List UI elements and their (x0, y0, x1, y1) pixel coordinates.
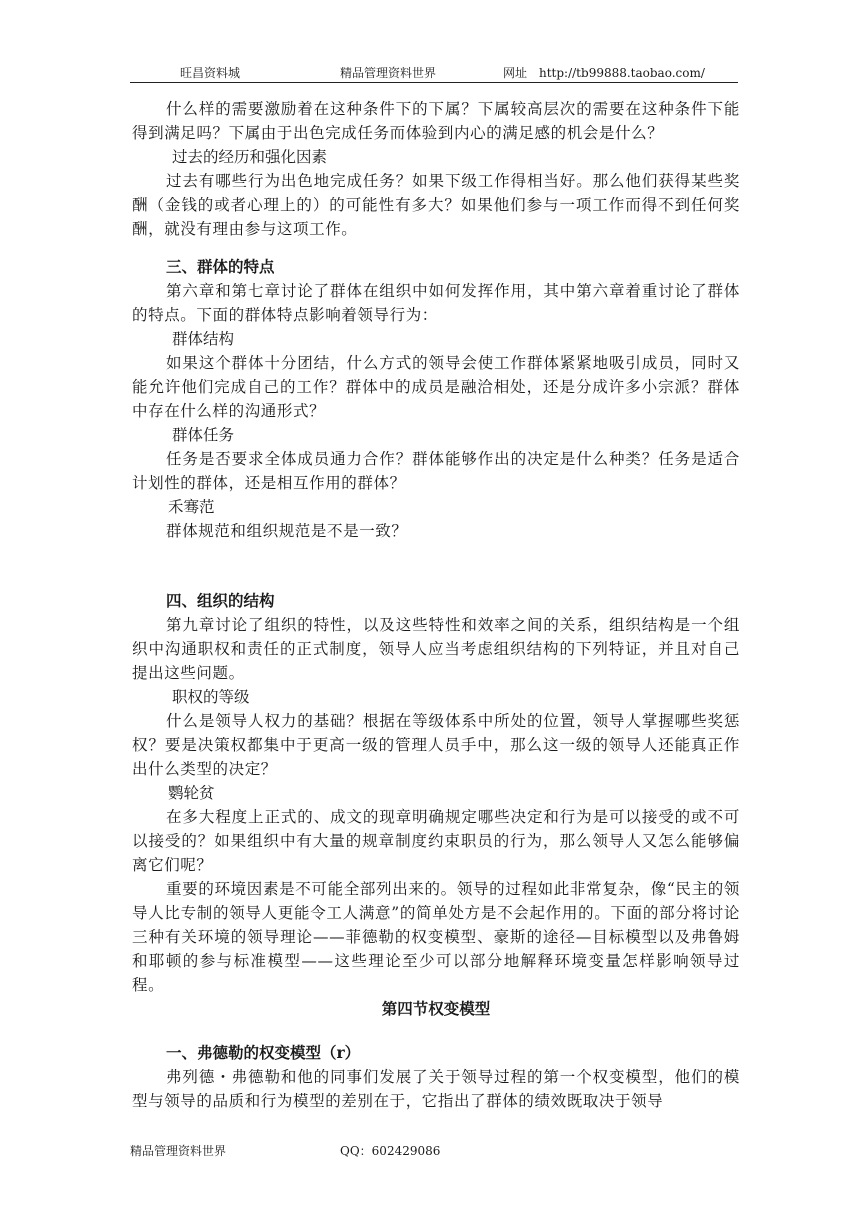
section-heading: 一、弗德勒的权变模型（r） (166, 1043, 361, 1062)
header-site-name: 旺昌资料城 (180, 66, 241, 80)
spacer (132, 241, 740, 255)
paragraph: 如果这个群体十分团结，什么方式的领导会使工作群体紧紧地吸引成员，同时又能允许他们完成自己的工作？群体中的成员是融洽相处，还是分成许多小宗派？群体中存在什么样的沟通形式？ (132, 354, 740, 420)
paragraph: 弗列德・弗德勒和他的同事们发展了关于领导过程的第一个权变模型，他们的模型与领导的品质和行为模型的差别在于，它指出了群体的绩效既取决于领导 (132, 1068, 740, 1110)
spacer (132, 1021, 740, 1041)
footer-site-name: 精品管理资料世界 (130, 1144, 227, 1158)
footer-qq: QQ：602429086 (340, 1144, 441, 1158)
subheading: 职权的等级 (172, 688, 250, 706)
subheading: 过去的经历和强化因素 (172, 148, 328, 166)
paragraph: 群体规范和组织规范是不是一致？ (166, 522, 408, 540)
paragraph: 什么是领导人权力的基础？根据在等级体系中所处的位置，领导人掌握哪些奖惩权？要是决策权都集中于更高一级的管理人员手中，那么这一级的领导人还能真正作出什么类型的决定？ (132, 712, 740, 778)
paragraph: 第九章讨论了组织的特性，以及这些特性和效率之间的关系，组织结构是一个组织中沟通职权和责任的正式制度，领导人应当考虑组织结构的下列特证，并且对自己提出这些问题。 (132, 616, 740, 682)
subheading: 鹦轮贫 (168, 784, 215, 802)
paragraph: 什么样的需要激励着在这种条件下的下属？下属较高层次的需要在这种条件下能得到满足吗？下属由于出色完成任务而体验到内心的满足感的机会是什么？ (132, 100, 740, 142)
spacer (132, 543, 740, 589)
header-url: 网址 http://tb99888.taobao.com/ (503, 66, 705, 80)
header-subtitle: 精品管理资料世界 (340, 66, 437, 80)
subheading: 禾骞范 (168, 498, 215, 516)
page-header (130, 62, 738, 83)
section-heading: 三、群体的特点 (166, 257, 275, 276)
section-title: 第四节权变模型 (381, 999, 491, 1018)
document-body (132, 97, 740, 1113)
paragraph: 第六章和第七章讨论了群体在组织中如何发挥作用，其中第六章着重讨论了群体的特点。下面的群体特点影响着领导行为： (132, 282, 740, 324)
section-heading: 四、组织的结构 (166, 591, 275, 610)
paragraph: 任务是否要求全体成员通力合作？群体能够作出的决定是什么种类？任务是适合计划性的群体，还是相互作用的群体？ (132, 450, 740, 492)
paragraph: 重要的环境因素是不可能全部列出来的。领导的过程如此非常复杂，像“民主的领导人比专制的领导人更能令工人满意”的简单处方是不会起作用的。下面的部分将讨论三种有关环境的领导理论——菲德勒的权变模型、豪斯的途径—目标模型以及弗鲁姆和耶顿的参与标准模型——这些理论至少可以部分地解释环境变量怎样影响领导过程。 (132, 880, 740, 994)
subheading: 群体任务 (172, 426, 235, 444)
paragraph: 过去有哪些行为出色地完成任务？如果下级工作得相当好。那么他们获得某些奖酬（金钱的或者心理上的）的可能性有多大？如果他们参与一项工作而得不到任何奖酬，就没有理由参与这项工作。 (132, 172, 740, 238)
subheading: 群体结构 (172, 330, 235, 348)
paragraph: 在多大程度上正式的、成文的现章明确规定哪些决定和行为是可以接受的或不可以接受的？如果组织中有大量的规章制度约束职员的行为，那么领导人又怎么能够偏离它们呢？ (132, 808, 740, 874)
